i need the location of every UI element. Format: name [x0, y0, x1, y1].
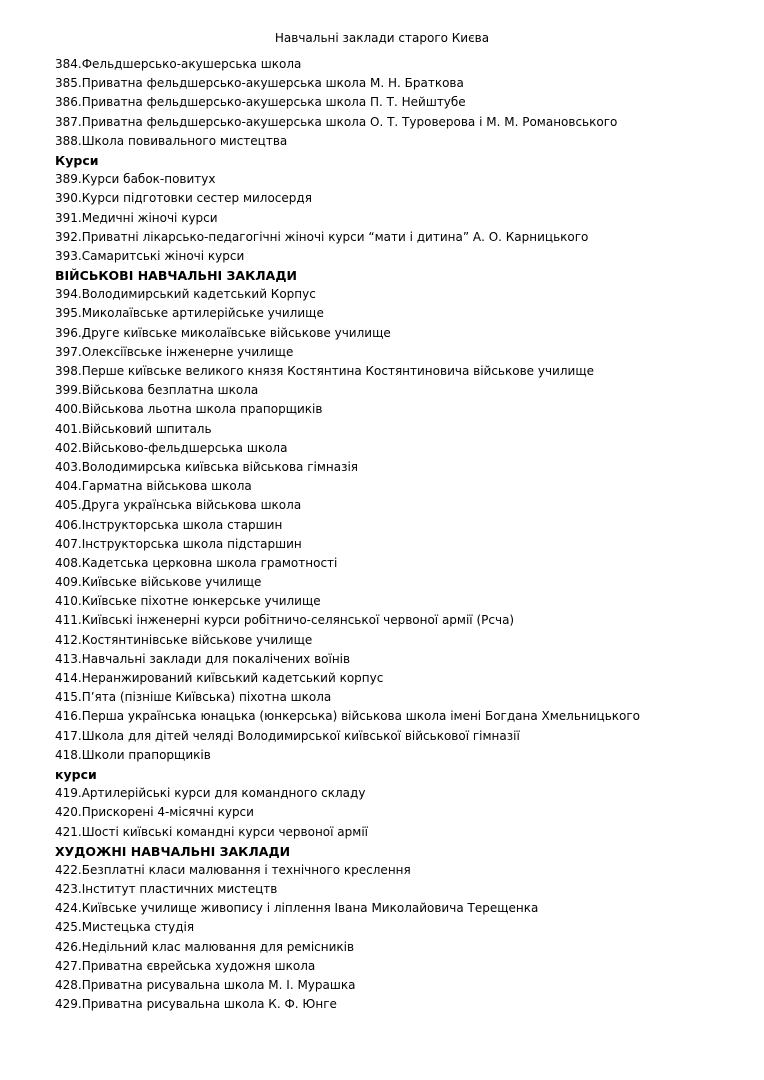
list-item: 406.Інструкторська школа старшин	[55, 517, 283, 532]
section-heading: курси	[55, 766, 97, 782]
list-item: 401.Військовий шпиталь	[55, 421, 212, 436]
list-item: 421.Шості київські командні курси червоної армії	[55, 824, 368, 839]
list-item: 388.Школа повивального мистецтва	[55, 133, 288, 148]
list-item: 420.Прискорені 4-місячні курси	[55, 805, 254, 820]
list-item: 398.Перше київське великого князя Костянтина Костянтиновича військове училище	[55, 364, 595, 378]
list-item: 425.Мистецька студія	[55, 920, 195, 935]
list-item: 386.Приватна фельдшерсько-акушерська школа П. Т. Нейштубе	[55, 95, 466, 110]
list-item: 417.Школа для дітей челяді Володимирської київської військової гімназії	[55, 728, 520, 743]
list-item: 390.Курси підготовки сестер милосердя	[55, 191, 312, 206]
list-item: 411.Київські інженерні курси робітничо-селянської червоної армії (Рсча)	[55, 613, 515, 628]
list-item: 392.Приватні лікарсько-педагогічні жіночі курси “мати і дитина” А. О. Карницького	[55, 229, 589, 244]
list-item: 409.Київське військове училище	[55, 575, 262, 590]
list-item: 389.Курси бабок-повитух	[55, 172, 216, 187]
list-item: 428.Приватна рисувальна школа М. І. Мурашка	[55, 978, 356, 992]
list-item: 393.Самаритські жіночі курси	[55, 248, 245, 263]
section-heading: Курси	[55, 152, 99, 168]
list-item: 414.Неранжирований київський кадетський корпус	[55, 671, 384, 685]
list-item: 402.Військово-фельдшерська школа	[55, 440, 288, 455]
list-item: 416.Перша українська юнацька (юнкерська) військова школа імені Богдана Хмельницького	[55, 709, 641, 724]
list-item: 418.Школи прапорщиків	[55, 747, 211, 762]
list-item: 426.Недільний клас малювання для ремісників	[55, 939, 355, 954]
list-item: 412.Костянтинівське військове училище	[55, 632, 313, 647]
list-item: 395.Миколаївське артилерійське училище	[55, 306, 324, 321]
page-header: Навчальні заклади старого Києва	[274, 31, 490, 45]
list-item: 410.Київське піхотне юнкерське училище	[55, 594, 321, 609]
list-item: 413.Навчальні заклади для покалічених воїнів	[55, 651, 351, 666]
section-heading: ВІЙСЬКОВІ НАВЧАЛЬНІ ЗАКЛАДИ	[55, 268, 297, 284]
list-item: 404.Гарматна військова школа	[55, 479, 252, 494]
list-item: 400.Військова льотна школа прапорщиків	[55, 402, 323, 417]
list-item: 423.Інститут пластичних мистецтв	[55, 882, 278, 897]
document-body	[55, 55, 735, 1014]
list-item: 407.Інструкторська школа підстаршин	[55, 536, 302, 551]
section-heading: ХУДОЖНІ НАВЧАЛЬНІ ЗАКЛАДИ	[55, 843, 291, 859]
list-item: 399.Військова безплатна школа	[55, 383, 259, 398]
list-item: 408.Кадетська церковна школа грамотності	[55, 555, 338, 570]
list-item: 422.Безплатні класи малювання і технічного креслення	[55, 862, 411, 877]
list-item: 405.Друга українська військова школа	[55, 498, 302, 513]
list-item: 396.Друге київське миколаївське військове училище	[55, 325, 391, 340]
list-item: 394.Володимирський кадетський Корпус	[55, 287, 316, 302]
list-item: 403.Володимирська київська військова гімназія	[55, 459, 359, 474]
list-item: 427.Приватна єврейська художня школа	[55, 958, 316, 973]
list-item: 391.Медичні жіночі курси	[55, 210, 218, 225]
list-item: 415.П’ята (пізніше Київська) піхотна школа	[55, 690, 332, 705]
list-item: 385.Приватна фельдшерсько-акушерська школа М. Н. Браткова	[55, 76, 464, 91]
list-item: 387.Приватна фельдшерсько-акушерська школа О. Т. Туроверова і М. М. Романовського	[55, 114, 618, 129]
list-item: 419.Артилерійські курси для командного складу	[55, 786, 366, 801]
list-item: 429.Приватна рисувальна школа К. Ф. Юнге	[55, 997, 337, 1012]
list-item: 384.Фельдшерсько-акушерська школа	[55, 57, 302, 71]
list-item: 424.Київське училище живопису і ліплення Івана Миколайовича Терещенка	[55, 901, 539, 916]
list-item: 397.Олексіївське інженерне училище	[55, 344, 294, 359]
